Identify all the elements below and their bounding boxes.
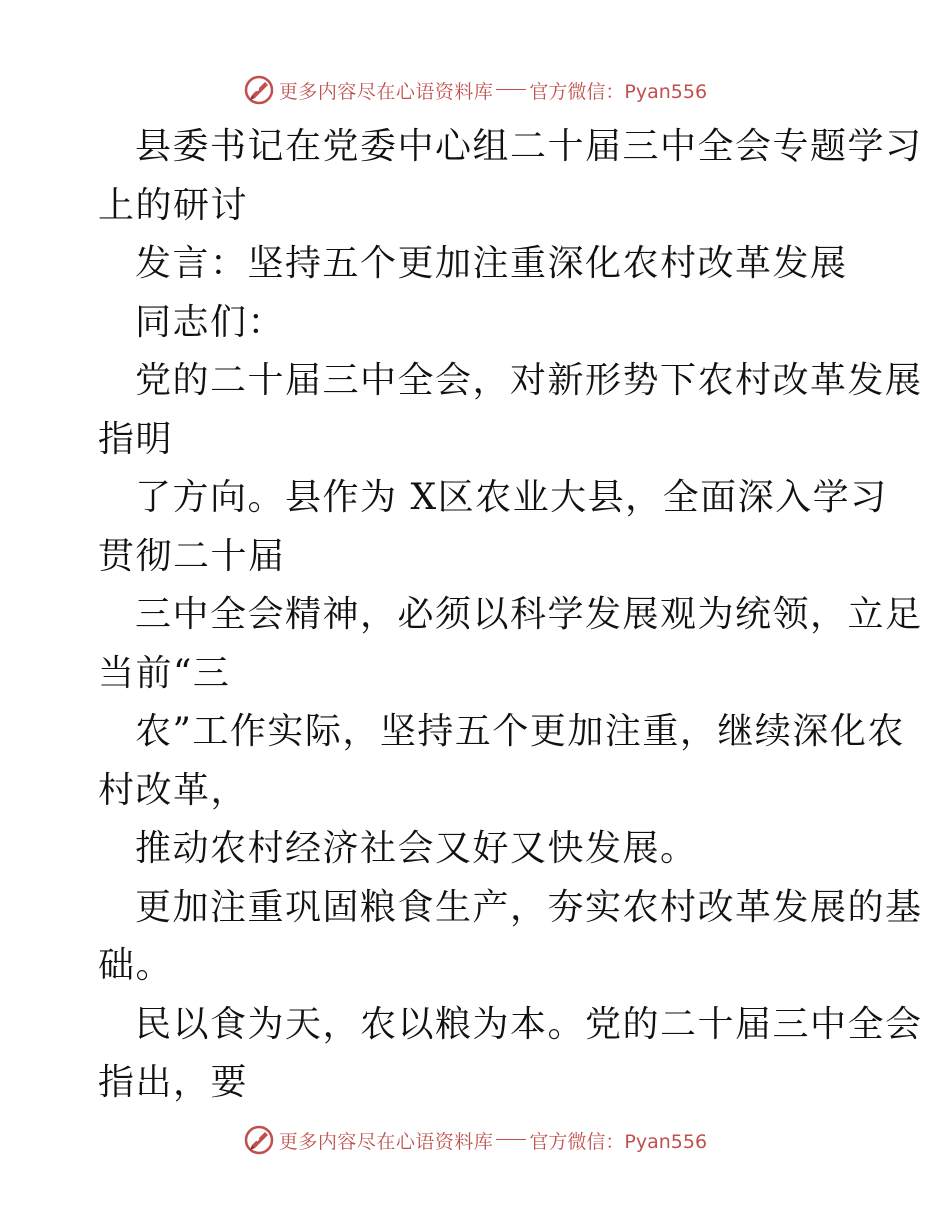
text-line: 础。 xyxy=(98,945,174,986)
text-line: 当前“三 xyxy=(98,652,231,694)
logo-icon xyxy=(243,74,275,106)
text-line: 更加注重巩固粮食生产，夯实农村改革发展的基 xyxy=(135,886,923,928)
text-line: 农”工作实际，坚持五个更加注重，继续深化农 xyxy=(135,711,905,752)
text-line: 同志们： xyxy=(135,301,286,343)
header-banner xyxy=(0,70,950,110)
text-line: 推动农村经济社会又好又快发展。 xyxy=(135,828,698,869)
banner-divider xyxy=(496,1139,526,1140)
text-line: 村改革， xyxy=(98,769,249,811)
text-line: 民以食为天，农以粮为本。党的二十届三中全会 xyxy=(135,1003,923,1045)
text-line: 党的二十届三中全会，对新形势下农村改革发展 xyxy=(135,360,923,401)
footer-banner xyxy=(0,1120,950,1160)
banner-wechat: 官方微信：Pyan556 xyxy=(529,1130,708,1153)
text-line: 发言：坚持五个更加注重深化农村改革发展 xyxy=(135,243,848,284)
text-line: 三中全会精神，必须以科学发展观为统领，立足 xyxy=(135,594,923,635)
logo-icon xyxy=(243,1124,275,1156)
text-line: 县委书记在党委中心组二十届三中全会专题学习 xyxy=(135,126,923,167)
text-line: 了方向。县作为 X区农业大县，全面深入学习 xyxy=(135,477,888,518)
banner-wechat: 官方微信：Pyan556 xyxy=(529,80,708,103)
text-line: 指明 xyxy=(98,418,174,460)
banner-divider xyxy=(496,89,526,90)
banner-slogan: 更多内容尽在心语资料库 xyxy=(278,1130,494,1153)
text-line: 贯彻二十届 xyxy=(98,535,286,577)
document-body xyxy=(98,118,923,1113)
text-line: 指出，要 xyxy=(98,1062,249,1103)
text-line: 上的研讨 xyxy=(98,184,249,226)
banner-slogan: 更多内容尽在心语资料库 xyxy=(278,80,494,103)
